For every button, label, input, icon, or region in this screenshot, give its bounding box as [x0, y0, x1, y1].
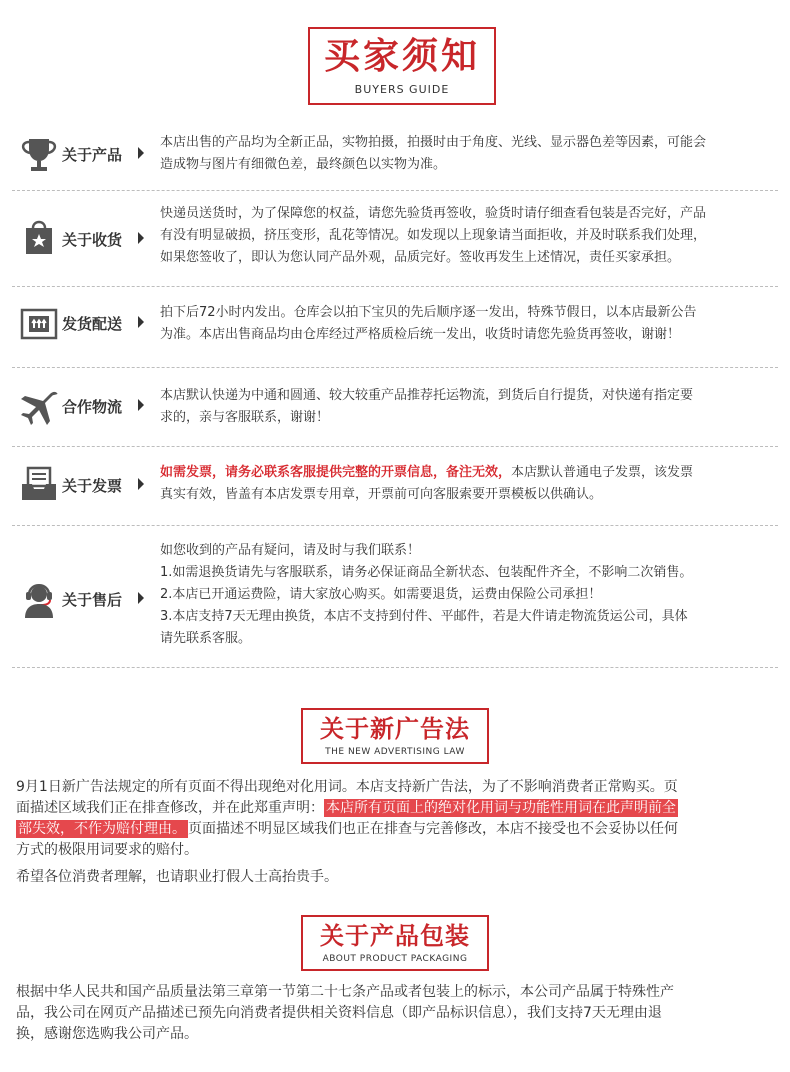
invoice-warning-text: 如需发票，请务必联系客服提供完整的开票信息，备注无效，	[160, 465, 512, 480]
row-text-line: 1.如需退换货请先与客服联系，请务必保证商品全新状态、包装配件齐全，不影响二次销售。	[160, 565, 693, 580]
guide-row-shipping	[12, 294, 778, 356]
chevron-right-icon	[138, 592, 144, 604]
ad-law-title: 关于新广告法	[320, 715, 470, 743]
row-text-fragment: 本店默认普通电子发票，该发票	[511, 465, 694, 480]
ad-law-highlight: 部失效，不作为赔付理由。	[18, 821, 186, 837]
packaging-title: 关于产品包装	[320, 922, 470, 950]
row-divider	[12, 286, 778, 287]
packaging-subtitle: ABOUT PRODUCT PACKAGING	[322, 954, 468, 964]
row-text-line: 如果您签收了，即认为您认同产品外观，品质完好。签收再发生上述情况，责任买家承担。	[160, 250, 681, 265]
row-divider	[12, 190, 778, 191]
guide-row-product	[12, 125, 778, 187]
row-text-line: 真实有效，皆盖有本店发票专用章，开票前可向客服索要开票模板以供确认。	[160, 487, 603, 502]
row-text-line: 求的，亲与客服联系，谢谢！	[160, 410, 330, 425]
row-divider	[12, 525, 778, 526]
ad-law-paragraph	[16, 777, 780, 888]
row-text	[160, 132, 780, 176]
row-text-line: 有没有明显破损，挤压变形，乱花等情况。如发现以上现象请当面拒收，并及时联系我们处理，	[160, 228, 707, 243]
row-text-line: 造成物与图片有细微色差，最终颜色以实物为准。	[160, 157, 447, 172]
row-text-line	[160, 462, 780, 484]
chevron-right-icon	[138, 147, 144, 159]
row-text-line: 本店出售的产品均为全新正品，实物拍摄，拍摄时由于角度、光线、显示器色差等因素，可能会	[160, 135, 707, 150]
row-text	[160, 385, 780, 429]
header-subtitle: BUYERS GUIDE	[354, 83, 450, 96]
packaging-heading	[301, 915, 489, 971]
packaging-paragraph	[16, 982, 780, 1045]
ad-law-line	[16, 798, 780, 819]
row-text	[160, 462, 780, 506]
row-text-line: 请先联系客服。	[160, 631, 252, 646]
ad-law-line: 方式的极限用词要求的赔付。	[16, 842, 198, 858]
headset-agent-icon	[17, 579, 61, 619]
row-divider	[12, 446, 778, 447]
airplane-icon	[17, 387, 61, 427]
row-text-line: 2.本店已开通运费险，请大家放心购买。如需要退货，运费由保险公司承担！	[160, 587, 602, 602]
packaging-line: 换，感谢您选购我公司产品。	[16, 1026, 198, 1042]
row-text	[160, 302, 780, 346]
row-text-line: 如您收到的产品有疑问，请及时与我们联系！	[160, 543, 421, 558]
chevron-right-icon	[138, 399, 144, 411]
row-text	[160, 203, 780, 269]
guide-row-after-sales	[12, 533, 778, 663]
chevron-right-icon	[138, 478, 144, 490]
row-text-line: 为准。本店出售商品均由仓库经过严格质检后统一发出，收货时请您先验货再签收，谢谢！	[160, 327, 681, 342]
row-text	[160, 540, 780, 650]
guide-row-invoice	[12, 454, 778, 516]
chevron-right-icon	[138, 232, 144, 244]
row-label: 关于产品	[62, 146, 123, 164]
row-label: 合作物流	[62, 398, 123, 416]
ad-law-line: 9月1日新广告法规定的所有页面不得出现绝对化用词。本店支持新广告法，为了不影响消费者正常购买。页	[16, 779, 678, 795]
row-text-line: 拍下后72小时内发出。仓库会以拍下宝贝的先后顺序逐一发出，特殊节假日，以本店最新公告	[160, 305, 697, 320]
ad-law-heading	[301, 708, 489, 764]
row-label: 关于收货	[62, 231, 123, 249]
invoice-tray-icon	[17, 464, 61, 504]
row-divider	[12, 367, 778, 368]
package-box-icon	[17, 304, 61, 344]
chevron-right-icon	[138, 316, 144, 328]
row-label: 关于售后	[62, 591, 123, 609]
buyers-guide-header	[308, 27, 496, 105]
trophy-icon	[17, 135, 61, 175]
row-divider	[12, 667, 778, 668]
ad-law-subtitle: THE NEW ADVERTISING LAW	[325, 747, 465, 757]
row-label: 发货配送	[62, 315, 123, 333]
row-text-line: 本店默认快递为中通和圆通、较大较重产品推荐托运物流，到货后自行提货，对快递有指定要	[160, 388, 694, 403]
row-text-line: 3.本店支持7天无理由换货，本店不支持到付件、平邮件，若是大件请走物流货运公司，具体	[160, 609, 688, 624]
packaging-line: 根据中华人民共和国产品质量法第三章第一节第二十七条产品或者包装上的标示，本公司产品属于特殊性产	[16, 984, 674, 1000]
row-text-line: 快递员送货时，为了保障您的权益，请您先验货再签收，验货时请仔细查看包装是否完好，产品	[160, 206, 707, 221]
ad-law-highlight: 本店所有页面上的绝对化用词与功能性用词在此声明前全	[326, 800, 676, 816]
ad-law-line	[16, 819, 780, 840]
guide-row-logistics	[12, 375, 778, 437]
guide-row-receiving	[12, 198, 778, 278]
row-label: 关于发票	[62, 477, 123, 495]
header-title: 买家须知	[323, 36, 480, 77]
ad-law-fragment: 页面描述不明显区域我们也正在排查与完善修改，本店不接受也不会妥协以任何	[188, 821, 678, 837]
ad-law-line: 希望各位消费者理解，也请职业打假人士高抬贵手。	[16, 869, 338, 885]
ad-law-fragment: 面描述区域我们正在排查修改，并在此郑重声明：	[16, 800, 324, 816]
shopping-bag-icon	[17, 216, 61, 256]
packaging-line: 品，我公司在网页产品描述已预先向消费者提供相关资料信息（即产品标识信息），我们支持7天无理由退	[16, 1005, 662, 1021]
